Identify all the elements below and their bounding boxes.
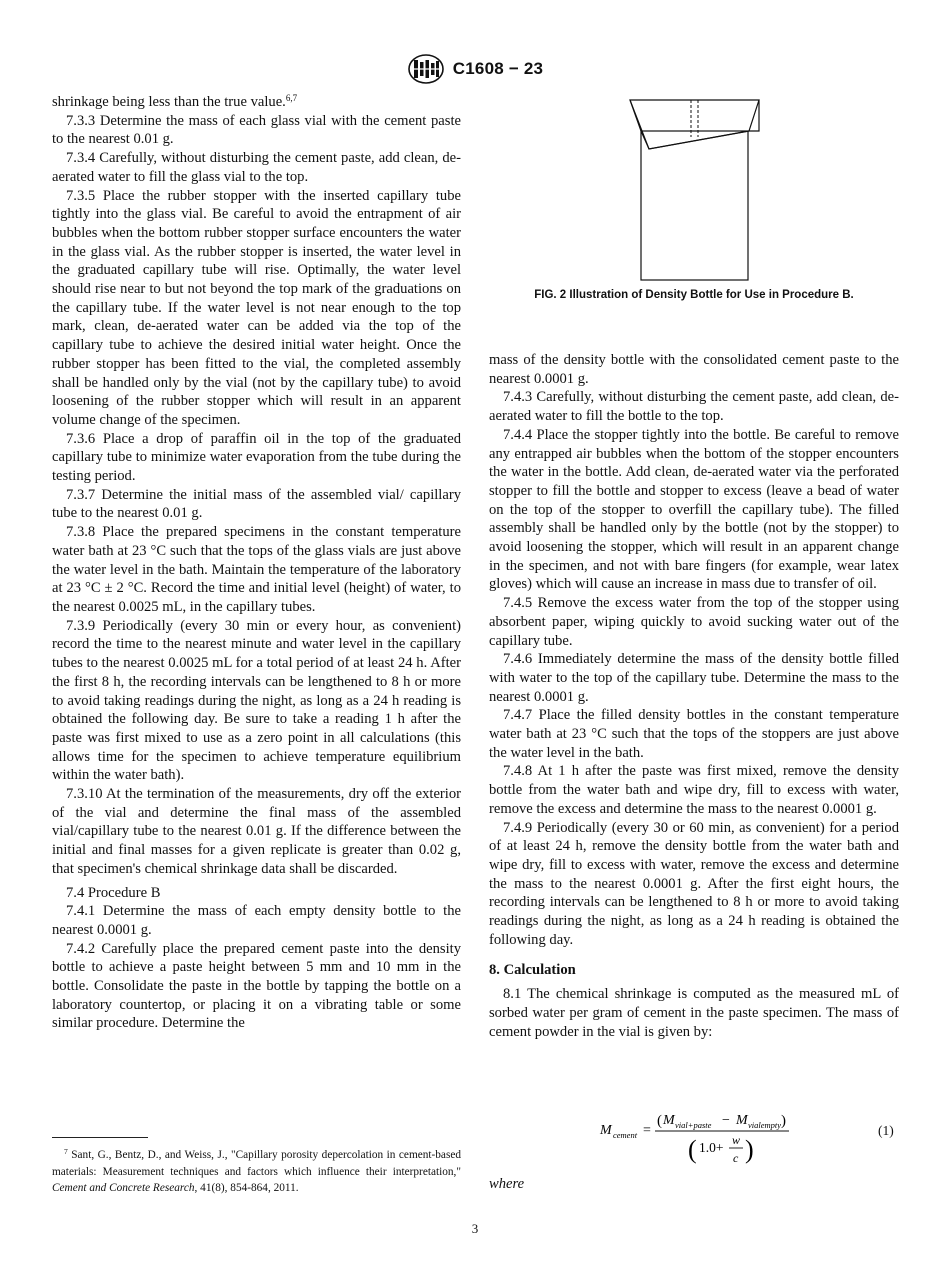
standard-designation: C1608 − 23 xyxy=(452,59,544,78)
paragraph-7-4-8: 7.4.8 At 1 h after the paste was first mixed, remove the density bottle from the water bath and wipe dry, fill to excess with water, remove the excess and determine the mass to the nearest 0.0001 g. xyxy=(489,763,899,817)
paragraph-7-4-1: 7.4.1 Determine the mass of each empty density bottle to the nearest 0.0001 g. xyxy=(52,903,461,938)
bottle-neck-line xyxy=(641,131,749,149)
where-label: where xyxy=(489,1176,525,1192)
left-column xyxy=(52,93,461,1033)
footnote-divider xyxy=(52,1137,148,1138)
eq-den-c: c xyxy=(733,1151,739,1165)
eq-num-m2: M xyxy=(736,1113,748,1128)
footnote-journal: Cement and Concrete Research xyxy=(52,1182,195,1194)
paragraph-7-3-6: 7.3.6 Place a drop of paraffin oil in the top of the graduated capillary tube to minimize water evaporation from the tube during the testing period. xyxy=(52,430,461,485)
paragraph-7-3-8: 7.3.8 Place the prepared specimens in the constant temperature water bath at 23 °C such that the tops of the glass vials are just above the water level in the bath. Maintain the temperature of the laboratory at 23 °C ± 2 °C. Record the time and initial level (height) of water, to the nearest 0.0025 mL, in the capillary tubes. xyxy=(52,524,461,615)
footnote-ref[interactable]: 6,7 xyxy=(285,93,298,103)
eq-den-const: 1.0+ xyxy=(699,1140,724,1155)
footnote-text: Sant, G., Bentz, D., and Weiss, J., "Capillary porosity depercolation in cement-based materials: Measurement techniques and factors which influence their interpretation," xyxy=(52,1149,462,1178)
eq-num-paren-close: ) xyxy=(781,1113,786,1129)
footnote-7 xyxy=(52,1147,461,1197)
footnote-tail: , 41(8), 854-864, 2011. xyxy=(194,1182,299,1194)
eq-lhs-sub: cement xyxy=(613,1130,638,1140)
eq-num-paren-open: ( xyxy=(657,1113,662,1129)
paragraph-8-1: 8.1 The chemical shrinkage is computed as the measured mL of sorbed water per gram of cement in the paste specimen. The mass of cement powder in the vial is given by: xyxy=(489,986,899,1040)
eq-num-sub2: vialempty xyxy=(748,1120,782,1130)
bottle-body xyxy=(641,131,748,280)
paragraph-continued: shrinkage being less than the true value.$^{6,7}$ xyxy=(52,93,298,110)
paragraph-7-3-5: 7.3.5 Place the rubber stopper with the inserted capillary tube tightly into the glass vial. Be careful to avoid the entrapment of air bubbles when the bottom rubber stopper surface encounters the water in the glass vial. As the rubber stopper is inserted, the water level in the graduated capillary tube will rise. Optimally, the water level should rise near to but not beyond the top mark of the graduations on the capillary tube. If the water level is not near enough to the top mark, clean, de-aerated water can be added via the top of the capillary tube to achieve the desired initial water height. Once the rubber stopper has been fitted to the vial, the completed assembly shall be handled only by the vial (not by the capillary tube) to avoid loosening of the rubber stopper which will result in an apparent volume change of the specimen. xyxy=(52,187,461,428)
page-number: 3 xyxy=(471,1221,479,1236)
paragraph-7-3-7: 7.3.7 Determine the initial mass of the assembled vial/ capillary tube to the nearest 0.01 g. xyxy=(52,486,461,522)
astm-logo-icon xyxy=(407,54,445,84)
paragraph-7-4-5: 7.4.5 Remove the excess water from the top of the stopper using absorbent paper, wiping quickly to avoid sucking water out of the capillary tube. xyxy=(489,595,899,649)
eq-den-paren-close: ) xyxy=(745,1135,754,1164)
paragraph-7-3-3: 7.3.3 Determine the mass of each glass vial with the cement paste to the nearest 0.01 g. xyxy=(52,112,461,148)
equation-number: (1) xyxy=(878,1123,894,1138)
paragraph-7-4-4: 7.4.4 Place the stopper tightly into the bottle. Be careful to remove any entrapped air bubbles when the bottom of the stopper encounters the water in the bottle. Add clean, de-aerated water via the perforated stopper to fill the bottle and stopper to excess (leave a bead of water on the top of the stopper to overfill the capillary tube). The filled assembly shall be handled only by the bottle (not by the stopper) to avoid loosening the stopper, which will result in an apparent change in the specimen, and not with bare fingers (for example, wear latex gloves) which will cause an increase in mass due to transfer of oil. xyxy=(489,426,899,593)
eq-equals: = xyxy=(643,1123,651,1138)
figure-caption: FIG. 2 Illustration of Density Bottle for Use in Procedure B. xyxy=(534,289,854,301)
right-column xyxy=(489,351,899,1041)
page-header xyxy=(0,54,950,88)
equation-1 xyxy=(489,1112,899,1168)
footnote-marker: 7 xyxy=(64,1147,68,1156)
eq-lhs: M xyxy=(600,1123,612,1138)
paragraph-7-4-3: 7.4.3 Carefully, without disturbing the cement paste, add clean, de-aerated water to fill the bottle to the top. xyxy=(489,389,899,425)
eq-num-sub1: vial+paste xyxy=(675,1120,712,1130)
paragraph-7-3-4: 7.3.4 Carefully, without disturbing the cement paste, add clean, de-aerated water to fill the glass vial to the top. xyxy=(52,150,461,185)
subsection-heading-7-4: 7.4 Procedure B xyxy=(66,884,161,901)
eq-num-m1: M xyxy=(663,1113,675,1128)
eq-num-minus: − xyxy=(722,1113,730,1128)
paragraph-7-4-2-continued: mass of the density bottle with the consolidated cement paste to the nearest 0.0001 g. xyxy=(489,352,899,387)
paragraph-7-4-9: 7.4.9 Periodically (every 30 or 60 min, as convenient) for a period of at least 24 h, remove the density bottle from the water bath and wipe dry, fill to excess with water, remove the excess and determine the mass to the nearest 0.0001 g. After the first eight hours, the recording intervals can be lengthened to 8 h or more to avoid taking readings during the night, as long as a 24 h reading is obtained the following day. xyxy=(489,819,899,948)
density-bottle-figure xyxy=(489,97,899,312)
paragraph-7-4-2: 7.4.2 Carefully place the prepared cement paste into the density bottle to achieve a paste height between 5 mm and 10 mm in the bottle. Consolidate the paste in the bottle by tapping the bottle on a laboratory countertop, or placing it on a vibrating table or some similar procedure. Determine the xyxy=(52,940,461,1032)
paragraph-7-4-7: 7.4.7 Place the filled density bottles in the constant temperature water bath at 23 °C such that the tops of the stoppers are just above the water level in the bath. xyxy=(489,707,899,761)
paragraph-7-4-6: 7.4.6 Immediately determine the mass of the density bottle filled with water to the top of the capillary tube. Determine the mass to the nearest 0.0001 g. xyxy=(489,651,899,705)
section-heading-8: 8. Calculation xyxy=(489,961,576,978)
paragraph-7-3-9: 7.3.9 Periodically (every 30 min or every hour, as convenient) record the time to the nearest minute and water level in the capillary tubes to the nearest 0.0025 mL for a total period of at least 24 h. After the first 8 h, the recording intervals can be lengthened to 8 h or more to avoid taking readings during the night, as long as a 24 h reading is obtained the following day. Be sure to take a reading 1 h after the paste was first mixed to use as a zero point in all calculations (this allows time for the specimen to achieve temperature equilibrium within the water bath). xyxy=(52,617,461,784)
paragraph-7-3-10: 7.3.10 At the termination of the measurements, dry off the exterior of the vial and determine the final mass of the assembled vial/capillary tube to the nearest 0.01 g. If the difference between the initial and final masses for a given replicate is greater than 0.02 g, that specimen's chemical shrinkage data shall be discarded. xyxy=(52,786,461,877)
eq-den-w: w xyxy=(732,1133,741,1147)
eq-den-paren-open: ( xyxy=(688,1135,697,1164)
bottle-shoulder-left xyxy=(630,100,641,131)
stopper-outline xyxy=(630,100,759,149)
